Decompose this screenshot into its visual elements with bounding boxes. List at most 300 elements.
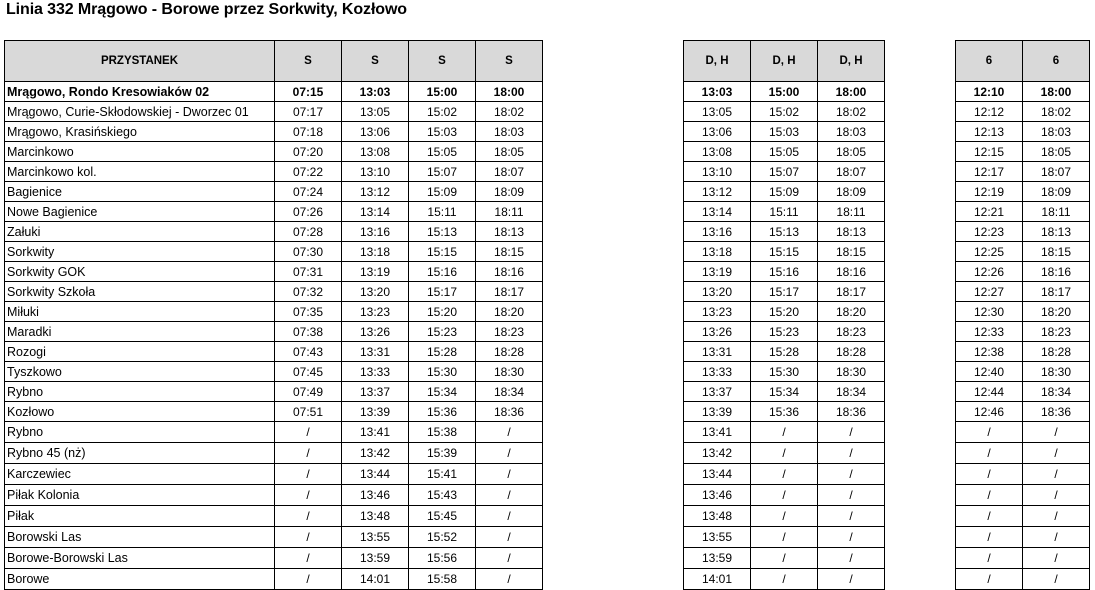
header-stop: PRZYSTANEK (5, 41, 275, 82)
table-row (956, 443, 1090, 464)
stop-name: Borowe (5, 569, 275, 590)
departure-time: 07:18 (275, 122, 342, 142)
table-row (956, 142, 1090, 162)
table-row (5, 142, 543, 162)
departure-time: 18:15 (476, 242, 543, 262)
departure-time: 13:16 (684, 222, 751, 242)
table-row (5, 342, 543, 362)
departure-time: 15:28 (409, 342, 476, 362)
departure-time: 13:03 (342, 82, 409, 102)
stop-name: Piłak Kolonia (5, 485, 275, 506)
departure-time: 13:06 (342, 122, 409, 142)
table-row (684, 242, 885, 262)
departure-time: 12:12 (956, 102, 1023, 122)
departure-time: 12:17 (956, 162, 1023, 182)
departure-time: / (476, 506, 543, 527)
departure-time: / (818, 569, 885, 590)
departure-time: 13:42 (684, 443, 751, 464)
table-row (684, 162, 885, 182)
table-row (956, 242, 1090, 262)
departure-time: 13:10 (342, 162, 409, 182)
departure-time: 13:05 (684, 102, 751, 122)
table-row (684, 182, 885, 202)
departure-time: 18:05 (476, 142, 543, 162)
departure-time: 13:39 (342, 402, 409, 422)
table-row (684, 262, 885, 282)
departure-time: 07:24 (275, 182, 342, 202)
table-row (956, 82, 1090, 102)
departure-time: 13:18 (684, 242, 751, 262)
departure-time: 18:00 (1023, 82, 1090, 102)
departure-time: 13:14 (684, 202, 751, 222)
departure-time: 18:34 (818, 382, 885, 402)
departure-time: 13:08 (684, 142, 751, 162)
departure-time: 18:00 (476, 82, 543, 102)
departure-time: 13:39 (684, 402, 751, 422)
departure-time: 18:11 (1023, 202, 1090, 222)
table-row (956, 262, 1090, 282)
departure-time: / (751, 506, 818, 527)
table-row (956, 464, 1090, 485)
table-row (5, 422, 543, 443)
departure-time: 18:20 (1023, 302, 1090, 322)
departure-time: 15:23 (409, 322, 476, 342)
table-row (684, 282, 885, 302)
departure-time: 18:23 (1023, 322, 1090, 342)
departure-time: 15:20 (751, 302, 818, 322)
departure-time: 18:16 (1023, 262, 1090, 282)
departure-time: 18:36 (476, 402, 543, 422)
departure-time: 07:38 (275, 322, 342, 342)
stop-name: Borowe-Borowski Las (5, 548, 275, 569)
departure-time: 18:09 (1023, 182, 1090, 202)
departure-time: 12:33 (956, 322, 1023, 342)
table-row (956, 506, 1090, 527)
departure-time: / (751, 443, 818, 464)
departure-time: / (956, 464, 1023, 485)
stop-name: Miłuki (5, 302, 275, 322)
departure-time: 12:44 (956, 382, 1023, 402)
table-row (5, 262, 543, 282)
departure-time: / (818, 485, 885, 506)
table-row (5, 102, 543, 122)
table-row (684, 202, 885, 222)
table-row (5, 302, 543, 322)
departure-time: / (751, 485, 818, 506)
departure-time: 07:32 (275, 282, 342, 302)
header-course: 6 (1023, 41, 1090, 82)
departure-time: / (956, 506, 1023, 527)
departure-time: 18:23 (476, 322, 543, 342)
departure-time: 07:30 (275, 242, 342, 262)
header-course: D, H (684, 41, 751, 82)
departure-time: / (1023, 464, 1090, 485)
departure-time: / (818, 422, 885, 443)
departure-time: / (751, 548, 818, 569)
departure-time: / (476, 527, 543, 548)
table-row (5, 122, 543, 142)
departure-time: 18:00 (818, 82, 885, 102)
departure-time: 18:20 (476, 302, 543, 322)
departure-time: 13:44 (342, 464, 409, 485)
departure-time: / (476, 485, 543, 506)
departure-time: / (275, 527, 342, 548)
departure-time: 15:16 (751, 262, 818, 282)
departure-time: 18:34 (1023, 382, 1090, 402)
departure-time: 07:49 (275, 382, 342, 402)
table-row (5, 464, 543, 485)
departure-time: 13:55 (684, 527, 751, 548)
departure-time: / (1023, 506, 1090, 527)
stop-name: Rybno 45 (nż) (5, 443, 275, 464)
table-row (956, 342, 1090, 362)
stop-name: Sorkwity (5, 242, 275, 262)
departure-time: 15:13 (751, 222, 818, 242)
departure-time: 15:07 (409, 162, 476, 182)
table-row (956, 362, 1090, 382)
departure-time: 18:16 (818, 262, 885, 282)
departure-time: 15:15 (751, 242, 818, 262)
departure-time: / (275, 569, 342, 590)
table-row (684, 382, 885, 402)
table-row (5, 222, 543, 242)
departure-time: 13:59 (342, 548, 409, 569)
departure-time: 13:46 (342, 485, 409, 506)
departure-time: / (275, 506, 342, 527)
stop-name: Kozłowo (5, 402, 275, 422)
departure-time: 13:19 (684, 262, 751, 282)
departure-time: 18:13 (1023, 222, 1090, 242)
table-row (956, 302, 1090, 322)
header-course: D, H (751, 41, 818, 82)
table-row (956, 422, 1090, 443)
table-row (684, 422, 885, 443)
stop-name: Załuki (5, 222, 275, 242)
departure-time: 15:34 (751, 382, 818, 402)
table-row (956, 162, 1090, 182)
departure-time: 07:26 (275, 202, 342, 222)
table-row (956, 102, 1090, 122)
departure-time: / (818, 527, 885, 548)
departure-time: 18:02 (476, 102, 543, 122)
departure-time: 15:11 (751, 202, 818, 222)
stop-name: Tyszkowo (5, 362, 275, 382)
table-row (684, 443, 885, 464)
table-row (684, 485, 885, 506)
departure-time: 13:10 (684, 162, 751, 182)
departure-time: 12:40 (956, 362, 1023, 382)
departure-time: 15:16 (409, 262, 476, 282)
departure-time: 15:36 (409, 402, 476, 422)
departure-time: 15:36 (751, 402, 818, 422)
departure-time: 12:10 (956, 82, 1023, 102)
departure-time: 13:48 (684, 506, 751, 527)
header-course: S (342, 41, 409, 82)
departure-time: / (818, 548, 885, 569)
departure-time: 18:03 (818, 122, 885, 142)
table-row (5, 202, 543, 222)
table-row (5, 182, 543, 202)
departure-time: / (1023, 443, 1090, 464)
stop-name: Maradki (5, 322, 275, 342)
departure-time: 15:02 (409, 102, 476, 122)
departure-time: / (956, 548, 1023, 569)
table-row (5, 162, 543, 182)
table-row (5, 506, 543, 527)
departure-time: 13:20 (342, 282, 409, 302)
departure-time: 07:43 (275, 342, 342, 362)
departure-time: 18:23 (818, 322, 885, 342)
departure-time: / (1023, 485, 1090, 506)
table-row (956, 222, 1090, 242)
departure-time: 13:44 (684, 464, 751, 485)
departure-time: 13:12 (342, 182, 409, 202)
departure-time: 14:01 (342, 569, 409, 590)
table-row (5, 443, 543, 464)
stop-name: Bagienice (5, 182, 275, 202)
departure-time: 18:02 (818, 102, 885, 122)
departure-time: / (956, 569, 1023, 590)
departure-time: 15:05 (409, 142, 476, 162)
departure-time: 07:15 (275, 82, 342, 102)
stop-name: Sorkwity Szkoła (5, 282, 275, 302)
departure-time: / (751, 569, 818, 590)
departure-time: / (476, 422, 543, 443)
table-row (5, 242, 543, 262)
table-row (684, 142, 885, 162)
departure-time: 13:55 (342, 527, 409, 548)
departure-time: 15:23 (751, 322, 818, 342)
stop-name: Rybno (5, 422, 275, 443)
departure-time: 13:37 (684, 382, 751, 402)
stop-name: Marcinkowo kol. (5, 162, 275, 182)
departure-time: 18:36 (1023, 402, 1090, 422)
stop-name: Mrągowo, Rondo Kresowiaków 02 (5, 82, 275, 102)
departure-time: / (751, 422, 818, 443)
table-row (956, 569, 1090, 590)
departure-time: 15:03 (751, 122, 818, 142)
departure-time: 18:07 (818, 162, 885, 182)
departure-time: 14:01 (684, 569, 751, 590)
departure-time: 18:13 (818, 222, 885, 242)
departure-time: 15:56 (409, 548, 476, 569)
departure-time: / (1023, 422, 1090, 443)
departure-time: 18:17 (818, 282, 885, 302)
departure-time: 12:26 (956, 262, 1023, 282)
table-row (956, 122, 1090, 142)
departure-time: 15:28 (751, 342, 818, 362)
table-row (684, 302, 885, 322)
departure-time: / (1023, 548, 1090, 569)
table-row (956, 402, 1090, 422)
departure-time: 18:07 (476, 162, 543, 182)
departure-time: / (956, 443, 1023, 464)
table-row (684, 222, 885, 242)
departure-time: 18:03 (476, 122, 543, 142)
table-row (684, 122, 885, 142)
departure-time: / (751, 527, 818, 548)
stop-name: Karczewiec (5, 464, 275, 485)
departure-time: 12:30 (956, 302, 1023, 322)
stop-name: Piłak (5, 506, 275, 527)
departure-time: 13:46 (684, 485, 751, 506)
departure-time: 18:30 (476, 362, 543, 382)
header-row (5, 41, 543, 82)
departure-time: 13:33 (342, 362, 409, 382)
table-row (684, 402, 885, 422)
departure-time: / (818, 443, 885, 464)
departure-time: 18:09 (818, 182, 885, 202)
table-row (684, 342, 885, 362)
departure-time: 15:38 (409, 422, 476, 443)
departure-time: 15:30 (751, 362, 818, 382)
timetable-weekday-school (4, 40, 543, 590)
departure-time: 15:15 (409, 242, 476, 262)
table-row (956, 382, 1090, 402)
departure-time: / (818, 464, 885, 485)
departure-time: / (476, 548, 543, 569)
departure-time: 18:02 (1023, 102, 1090, 122)
table-row (684, 82, 885, 102)
table-row (956, 282, 1090, 302)
departure-time: 12:38 (956, 342, 1023, 362)
departure-time: 18:17 (476, 282, 543, 302)
header-row (684, 41, 885, 82)
stop-name: Rozogi (5, 342, 275, 362)
departure-time: 13:05 (342, 102, 409, 122)
departure-time: 13:16 (342, 222, 409, 242)
departure-time: / (956, 527, 1023, 548)
table-row (5, 382, 543, 402)
departure-time: 15:11 (409, 202, 476, 222)
table-row (5, 548, 543, 569)
departure-time: 13:14 (342, 202, 409, 222)
departure-time: 15:39 (409, 443, 476, 464)
departure-time: 18:30 (1023, 362, 1090, 382)
header-course: 6 (956, 41, 1023, 82)
departure-time: 07:22 (275, 162, 342, 182)
departure-time: 07:35 (275, 302, 342, 322)
header-course: D, H (818, 41, 885, 82)
table-row (956, 182, 1090, 202)
departure-time: 15:52 (409, 527, 476, 548)
departure-time: 15:20 (409, 302, 476, 322)
departure-time: 18:34 (476, 382, 543, 402)
departure-time: 13:23 (342, 302, 409, 322)
table-row (684, 527, 885, 548)
departure-time: 18:05 (818, 142, 885, 162)
departure-time: / (956, 422, 1023, 443)
table-row (5, 282, 543, 302)
departure-time: 15:17 (409, 282, 476, 302)
departure-time: 18:15 (818, 242, 885, 262)
table-row (956, 322, 1090, 342)
departure-time: 18:09 (476, 182, 543, 202)
header-course: S (476, 41, 543, 82)
departure-time: 13:08 (342, 142, 409, 162)
table-row (956, 527, 1090, 548)
departure-time: 18:03 (1023, 122, 1090, 142)
departure-time: / (956, 485, 1023, 506)
timetable-daily-holiday (683, 40, 885, 590)
departure-time: 13:20 (684, 282, 751, 302)
departure-time: 12:27 (956, 282, 1023, 302)
table-row (684, 569, 885, 590)
departure-time: 07:51 (275, 402, 342, 422)
departure-time: / (751, 464, 818, 485)
departure-time: 18:11 (476, 202, 543, 222)
departure-time: 15:09 (751, 182, 818, 202)
departure-time: / (818, 506, 885, 527)
departure-time: / (275, 422, 342, 443)
table-row (5, 569, 543, 590)
departure-time: 18:13 (476, 222, 543, 242)
table-row (956, 485, 1090, 506)
header-course: S (275, 41, 342, 82)
departure-time: 15:07 (751, 162, 818, 182)
departure-time: / (1023, 569, 1090, 590)
table-row (684, 548, 885, 569)
departure-time: 18:28 (1023, 342, 1090, 362)
departure-time: 18:30 (818, 362, 885, 382)
table-row (684, 102, 885, 122)
departure-time: 12:21 (956, 202, 1023, 222)
timetable-saturday (955, 40, 1090, 590)
table-row (956, 202, 1090, 222)
departure-time: 13:59 (684, 548, 751, 569)
departure-time: 15:03 (409, 122, 476, 142)
departure-time: 15:34 (409, 382, 476, 402)
departure-time: 13:19 (342, 262, 409, 282)
stop-name: Mrągowo, Krasińskiego (5, 122, 275, 142)
table-row (956, 548, 1090, 569)
departure-time: 12:46 (956, 402, 1023, 422)
departure-time: 18:36 (818, 402, 885, 422)
departure-time: 15:30 (409, 362, 476, 382)
table-row (5, 527, 543, 548)
departure-time: 18:28 (476, 342, 543, 362)
departure-time: 15:41 (409, 464, 476, 485)
departure-time: 13:41 (342, 422, 409, 443)
departure-time: 18:28 (818, 342, 885, 362)
departure-time: / (476, 569, 543, 590)
departure-time: 07:17 (275, 102, 342, 122)
departure-time: 18:15 (1023, 242, 1090, 262)
departure-time: 12:23 (956, 222, 1023, 242)
departure-time: / (275, 464, 342, 485)
stop-name: Borowski Las (5, 527, 275, 548)
departure-time: 18:17 (1023, 282, 1090, 302)
table-row (684, 506, 885, 527)
table-row (684, 464, 885, 485)
departure-time: 13:31 (342, 342, 409, 362)
departure-time: 13:26 (342, 322, 409, 342)
header-course: S (409, 41, 476, 82)
departure-time: 07:31 (275, 262, 342, 282)
departure-time: 12:15 (956, 142, 1023, 162)
departure-time: 15:17 (751, 282, 818, 302)
departure-time: 13:06 (684, 122, 751, 142)
departure-time: 07:28 (275, 222, 342, 242)
departure-time: 13:26 (684, 322, 751, 342)
departure-time: 15:45 (409, 506, 476, 527)
departure-time: 13:18 (342, 242, 409, 262)
table-row (5, 322, 543, 342)
departure-time: / (275, 548, 342, 569)
departure-time: 15:02 (751, 102, 818, 122)
table-row (684, 362, 885, 382)
stop-name: Nowe Bagienice (5, 202, 275, 222)
